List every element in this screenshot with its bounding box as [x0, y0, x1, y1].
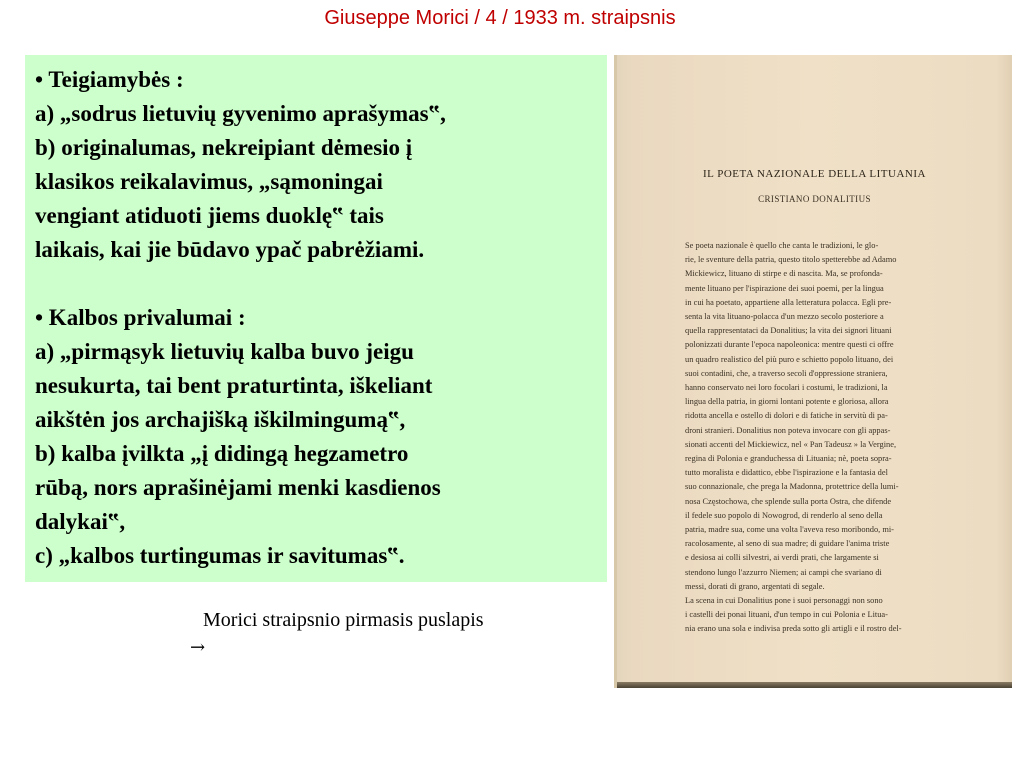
article-line: Mickiewicz, lituano di stirpe e di nascita. Ma, se profonda- [685, 269, 883, 279]
article-line: stendono lungo l'azzurro Niemen; ai campi che svariano di [685, 567, 882, 577]
article-heading: IL POETA NAZIONALE DELLA LITUANIA [703, 168, 926, 180]
article-line: sionati accenti del Mickiewicz, nel « Pan Tadeusz » la Vergine, [685, 439, 897, 449]
article-line: polonizzati durante l'epoca napoleonica: mentre questi ci offre [685, 340, 894, 350]
article-line: i castelli dei ponai lituani, d'un tempo in cui Polonia e Litua- [685, 610, 888, 620]
scan-caption [190, 606, 600, 662]
text-line: vengiant atiduoti jiems duoklę‟ tais [35, 203, 384, 228]
article-line: ridotta ancella e ostello di dolori e di fatiche in servitù di pa- [685, 411, 888, 421]
scanned-article-page [614, 55, 1012, 688]
article-line: tutto moralista e didattico, ebbe l'ispirazione e la fantasia del [685, 468, 888, 478]
article-line: in cui ha poetato, appartiene alla letteratura polacca. Egli pre- [685, 297, 892, 307]
text-line: klasikos reikalavimus, „sąmoningai [35, 169, 383, 194]
article-line: Se poeta nazionale è quello che canta le tradizioni, le glo- [685, 241, 879, 250]
article-line: nia erano una sola e indivisa preda sotto gli artigli e il rostro del- [685, 624, 902, 634]
text-line: rūbą, nors aprašinėjami menki kasdienos [35, 475, 441, 500]
article-line: nosa Częstochowa, che splende sulla porta Ostra, che difende [685, 496, 892, 506]
summary-text-box [25, 55, 607, 582]
right-arrow-icon: → [190, 637, 206, 658]
article-line: un quadro realistico del più puro e schietto popolo lituano, dei [685, 354, 894, 364]
text-line: • Teigiamybės : [35, 67, 184, 92]
article-line: rie, le sventure della patria, questo titolo spetterebbe ad Adamo [685, 255, 897, 265]
article-line: mente lituano per l'ispirazione dei suoi poemi, per la lingua [685, 283, 884, 293]
text-line: nesukurta, tai bent praturtinta, iškeliant [35, 373, 433, 398]
text-line: b) kalba įvilkta „į didingą hegzametro [35, 441, 409, 466]
slide-title: Giuseppe Morici / 4 / 1933 m. straipsnis [324, 7, 676, 29]
article-line: racolosamente, al seno di sua madre; di guidare l'anima triste [685, 539, 890, 549]
article-line: suo connazionale, che prega la Madonna, protettrice della lumi- [685, 482, 899, 492]
text-line: aikštėn jos archajišką iškilmingumą‟, [35, 407, 406, 432]
article-body [685, 239, 960, 637]
article-line: e desiosa ai colli silvestri, ai verdi prati, che largamente si [685, 553, 879, 563]
caption-text: Morici straipsnio pirmasis puslapis [203, 609, 484, 631]
paragraph-gap [35, 267, 597, 301]
article-line: lingua della patria, in giorni lontani potente e gloriosa, allora [685, 397, 889, 407]
article-line: senta la vita lituano-polacca d'un mezzo secolo posteriore a [685, 312, 884, 322]
article-line: droni stranieri. Donalitius non poteva invocare con gli appas- [685, 425, 891, 435]
article-line: regina di Polonia e granduchessa di Lituania; nè, poeta sopra- [685, 454, 892, 464]
article-line: suoi contadini, che, a traverso secoli d'oppressione straniera, [685, 368, 888, 378]
text-line: a) „pirmąsyk lietuvių kalba buvo jeigu [35, 339, 414, 364]
article-line: il fedele suo popolo di Nowogrod, di renderlo al seno della [685, 510, 883, 520]
article-author: CRISTIANO DONALITIUS [758, 194, 871, 204]
article-line: quella rappresentataci da Donalitius; la vita dei signori lituani [685, 326, 892, 336]
article-line: patria, madre sua, come una volta l'aveva reso moribondo, mi- [685, 525, 894, 535]
article-line: messi, dorati di grano, argentati di segale. [685, 581, 825, 591]
article-line: hanno conservato nei loro focolari i costumi, le tradizioni, la [685, 383, 888, 393]
text-line: dalykai‟, [35, 509, 126, 534]
text-line: laikais, kai jie būdavo ypač pabrėžiami. [35, 237, 425, 262]
text-line: b) originalumas, nekreipiant dėmesio į [35, 135, 413, 160]
article-line: La scena in cui Donalitius pone i suoi personaggi non sono [685, 596, 883, 606]
text-line: c) „kalbos turtingumas ir savitumas‟. [35, 543, 405, 568]
page-bottom-edge [617, 682, 1012, 688]
text-line: a) „sodrus lietuvių gyvenimo aprašymas‟, [35, 101, 446, 126]
text-line: • Kalbos privalumai : [35, 305, 246, 330]
